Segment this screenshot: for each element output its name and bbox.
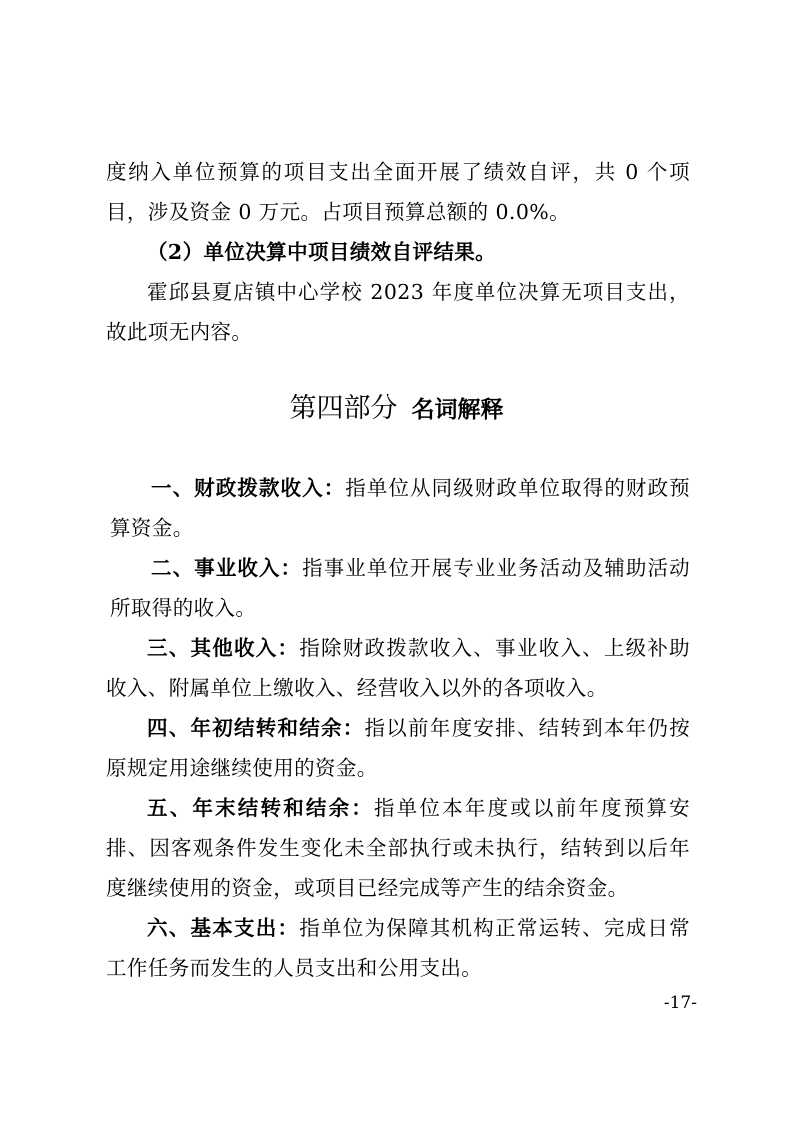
definition-term: 一、财政拨款收入： — [151, 476, 346, 500]
definition-text: 指事业单位开展专业业务活动及辅助活动所取得的收入。 — [110, 556, 690, 620]
item2-heading: （2）单位决算中项目绩效自评结果。 — [147, 240, 497, 264]
definition-text: 指单位本年度或以前年度预算安排、因客观条件发生变化未全部执行或未执行，结转到以后年度继续使用的资金，或项目已经完成等产生的结余资金。 — [106, 796, 690, 900]
definition-item — [106, 788, 690, 908]
item2-body: 霍邱县夏店镇中心学校 2023 年度单位决算无项目支出，故此项无内容。 — [106, 280, 690, 344]
definition-text: 指除财政拨款收入、事业收入、上级补助收入、附属单位上缴收入、经营收入以外的各项收入。 — [106, 636, 690, 700]
definition-term: 六、基本支出： — [147, 916, 300, 940]
definition-item — [106, 628, 690, 708]
section-heading — [0, 386, 793, 430]
intro-paragraph: 度纳入单位预算的项目支出全面开展了绩效自评，共 0 个项目，涉及资金 0 万元。占项目预算总额的 0.0%。 — [106, 160, 690, 224]
definition-text: 指单位为保障其机构正常运转、完成日常工作任务而发生的人员支出和公用支出。 — [106, 916, 690, 980]
definition-item — [110, 548, 690, 628]
definition-item — [110, 468, 690, 548]
definition-term: 三、其他收入： — [147, 636, 300, 660]
definition-term: 二、事业收入： — [151, 556, 303, 580]
definition-text: 指单位从同级财政单位取得的财政预算资金。 — [110, 476, 690, 540]
definition-item — [106, 708, 690, 788]
page-number: -17- — [663, 993, 697, 1013]
definition-text: 指以前年度安排、结转到本年仍按原规定用途继续使用的资金。 — [106, 716, 691, 780]
definition-term: 四、年初结转和结余： — [147, 716, 365, 740]
section-part-label: 第四部分 — [289, 393, 398, 424]
definition-item — [106, 908, 690, 988]
definition-term: 五、年末结转和结余： — [147, 796, 374, 820]
section-title: 名词解释 — [411, 396, 504, 423]
